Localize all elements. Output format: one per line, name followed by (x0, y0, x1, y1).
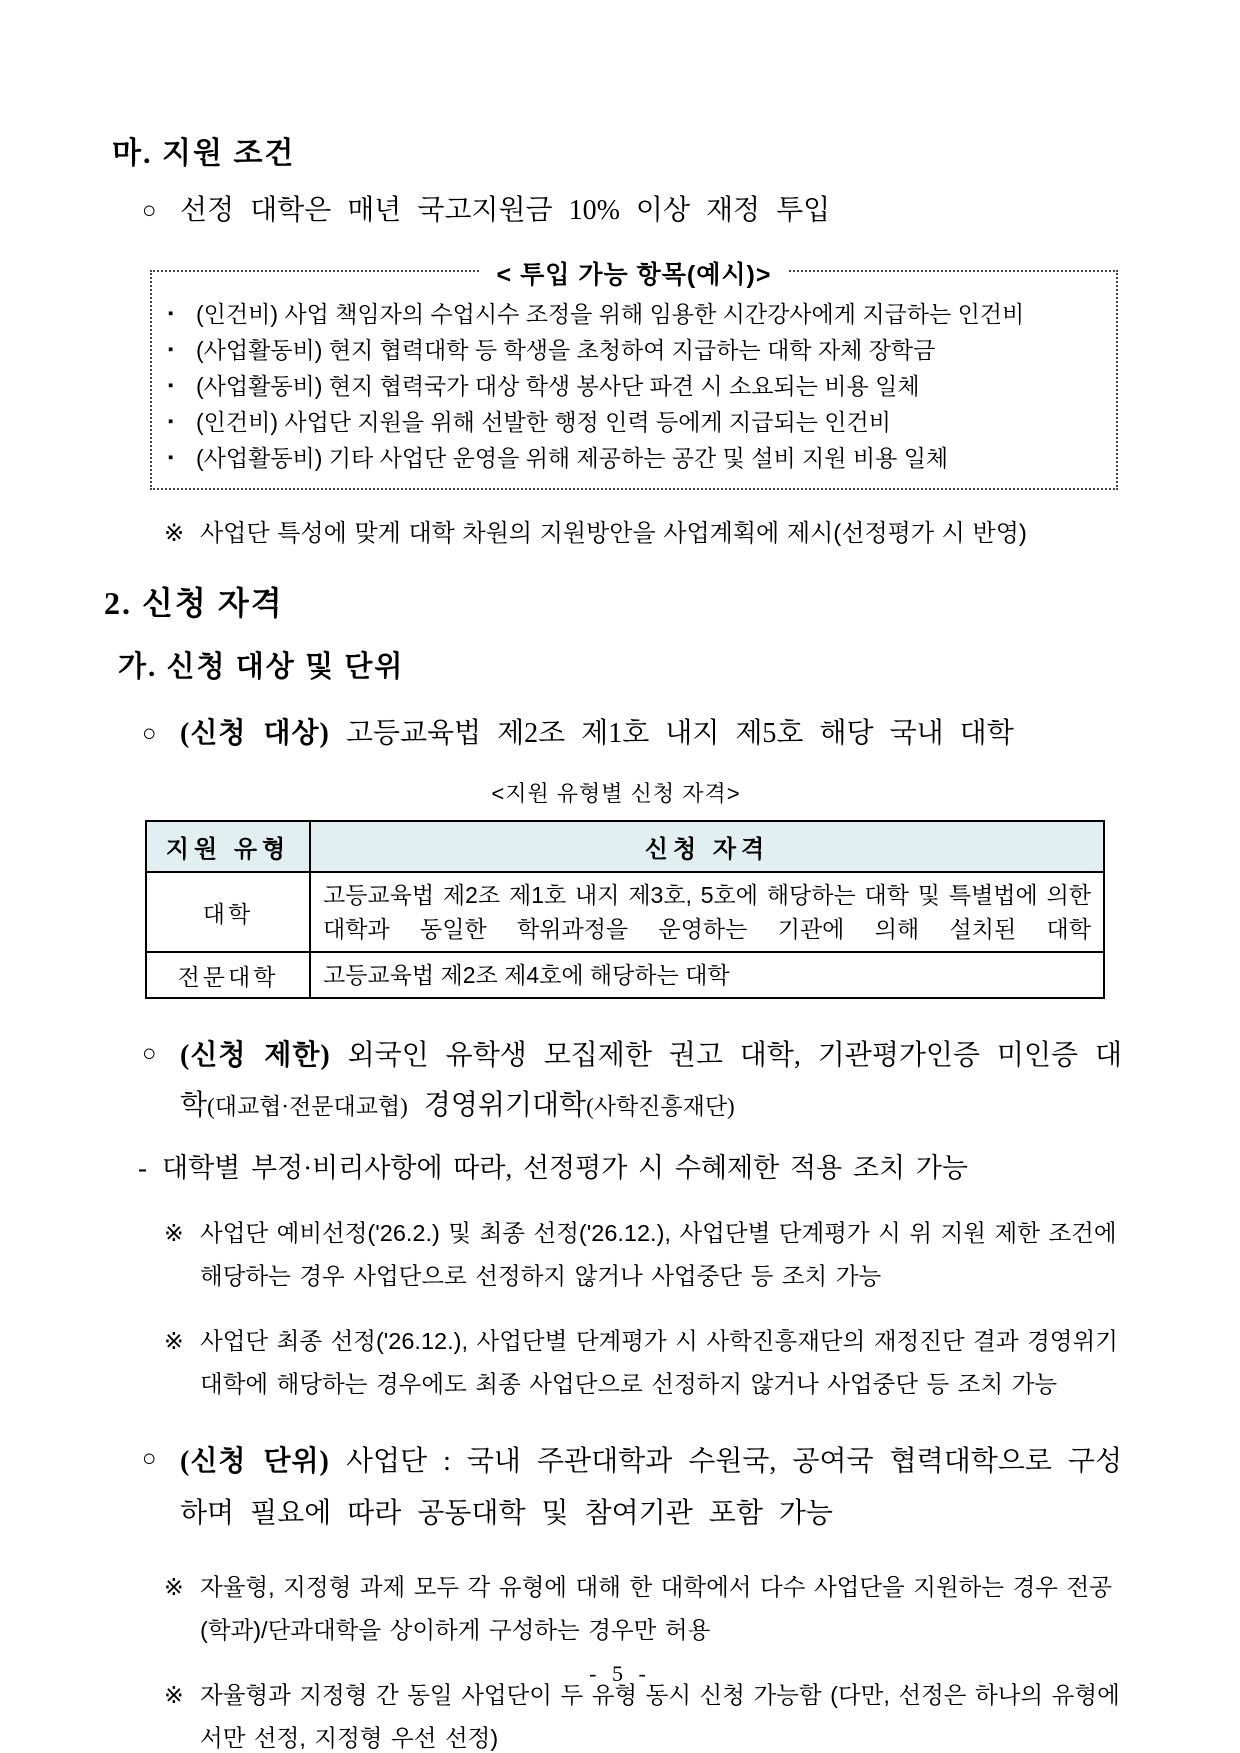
reference-note-text: 자율형, 지정형 과제 모두 각 유형에 대해 한 대학에서 다수 사업단을 지원하는 경우 전공(학과)/단과대학을 상이하게 구성하는 경우만 허용 (200, 1574, 1112, 1643)
application-target-paragraph (142, 711, 1122, 757)
section-heading-support-conditions: 마. 지원 조건 (112, 137, 296, 170)
application-restriction-text (180, 1031, 1122, 1132)
table-header-row (146, 821, 1104, 872)
circle-bullet-marker: ○ (142, 721, 157, 747)
reference-note (164, 516, 1122, 552)
reference-note-text: 사업단 예비선정('26.2.) 및 최종 선정('26.12.), 사업단별 단계평가 시 위 지원 제한 조건에 해당하는 경우 사업단으로 선정하지 않거나 사업중단 등 조치 가능 (200, 1220, 1117, 1289)
cell-qualification: 고등교육법 제2조 제1호 내지 제3호, 5호에 해당하는 대학 및 특별법에 의한 대학과 동일한 학위과정을 운영하는 기관에 의해 설치된 대학 (310, 872, 1104, 952)
page-number: - 5 - (589, 1661, 651, 1686)
restriction-label: (신청 제한) (180, 1040, 331, 1071)
column-header-type: 지원 유형 (146, 821, 310, 872)
reference-mark: ※ (164, 1574, 184, 1600)
eligibility-table (145, 820, 1105, 999)
target-label: (신청 대상) (180, 718, 330, 749)
restriction-text-2: 경영위기대학 (407, 1090, 587, 1121)
square-bullet-marker: ▪ (168, 413, 174, 430)
reference-mark: ※ (164, 1220, 184, 1246)
example-item-text: (사업활동비) 기타 사업단 운영을 위해 제공하는 공간 및 설비 지원 비용 일체 (196, 445, 949, 471)
cell-type: 전문대학 (146, 952, 310, 998)
list-item (164, 440, 1102, 476)
unit-label: (신청 단위) (180, 1446, 330, 1477)
reference-mark: ※ (164, 1682, 184, 1708)
reference-note (164, 1320, 1122, 1406)
list-item (164, 404, 1102, 440)
allowed-items-example-box (150, 261, 1118, 490)
list-item (164, 296, 1102, 332)
reference-mark: ※ (164, 520, 185, 547)
square-bullet-marker: ▪ (168, 449, 174, 466)
application-target-text (180, 711, 1122, 757)
cell-qualification: 고등교육법 제2조 제4호에 해당하는 대학 (310, 952, 1104, 998)
restriction-paren-2: (사학진흥재단) (586, 1094, 735, 1119)
support-condition-text: 선정 대학은 매년 국고지원금 10% 이상 재정 투입 (180, 195, 831, 226)
reference-note (164, 1566, 1122, 1652)
circle-bullet-marker: ○ (142, 1041, 157, 1067)
reference-note (164, 1212, 1122, 1298)
restriction-text-1: 외국인 유학생 모집제한 권고 대학, 기관평가인증 미인증 대학 (180, 1040, 1123, 1121)
example-item-text: (인건비) 사업단 지원을 위해 선발한 행정 인력 등에게 지급되는 인건비 (196, 409, 891, 435)
dash-note-text: 대학별 부정·비리사항에 따라, 선정평가 시 수혜제한 적용 조치 가능 (162, 1153, 968, 1183)
example-item-text: (사업활동비) 현지 협력대학 등 학생을 초청하여 지급하는 대학 자체 장학금 (196, 337, 936, 363)
reference-mark: ※ (164, 1328, 184, 1354)
unit-text: 사업단 : 국내 주관대학과 수원국, 공여국 협력대학으로 구성하며 필요에 따라 공동대학 및 참여기관 포함 가능 (180, 1446, 1123, 1529)
application-unit-paragraph (142, 1436, 1122, 1540)
example-item-text: (인건비) 사업 책임자의 수업시수 조정을 위해 임용한 시간강사에게 지급하는 인건비 (196, 301, 1025, 327)
reference-note-text: 자율형과 지정형 간 동일 사업단이 두 유형 동시 신청 가능함 (다만, 선정은 하나의 유형에서만 선정, 지정형 우선 선정) (200, 1682, 1120, 1751)
square-bullet-marker: ▪ (168, 377, 174, 394)
reference-note-text: 사업단 최종 선정('26.12.), 사업단별 단계평가 시 사학진흥재단의 재정진단 결과 경영위기 대학에 해당하는 경우에도 최종 사업단으로 선정하지 않거나 사업중단 등 조치 가능 (200, 1328, 1118, 1397)
dash-marker: - (138, 1153, 147, 1183)
example-box-title: < 투입 가능 항목(예시)> (481, 255, 788, 291)
application-unit-text (180, 1436, 1122, 1540)
support-condition-item (142, 188, 1122, 234)
column-header-qualification: 신청 자격 (310, 821, 1104, 872)
list-item (164, 368, 1102, 404)
cell-type: 대학 (146, 872, 310, 952)
chapter-heading-application: 2. 신청 자격 (104, 585, 284, 621)
dash-note (138, 1146, 1122, 1190)
restriction-paren-1: (대교협·전문대교협) (207, 1094, 408, 1119)
target-text: 고등교육법 제2조 제1호 내지 제5호 해당 국내 대학 (345, 718, 1014, 749)
application-restriction-paragraph (142, 1031, 1122, 1132)
table-row (146, 952, 1104, 998)
table-row (146, 872, 1104, 952)
square-bullet-marker: ▪ (168, 341, 174, 358)
circle-bullet-marker: ○ (142, 198, 157, 224)
square-bullet-marker: ▪ (168, 305, 174, 322)
list-item (164, 332, 1102, 368)
reference-note-text: 사업단 특성에 맞게 대학 차원의 지원방안을 사업계획에 제시(선정평가 시 반영) (200, 520, 1027, 547)
example-item-text: (사업활동비) 현지 협력국가 대상 학생 봉사단 파견 시 소요되는 비용 일체 (196, 373, 920, 399)
circle-bullet-marker: ○ (142, 1446, 157, 1472)
table-caption: <지원 유형별 신청 자격> (491, 781, 741, 806)
sub-heading-target-unit: 가. 신청 대상 및 단위 (118, 651, 405, 683)
